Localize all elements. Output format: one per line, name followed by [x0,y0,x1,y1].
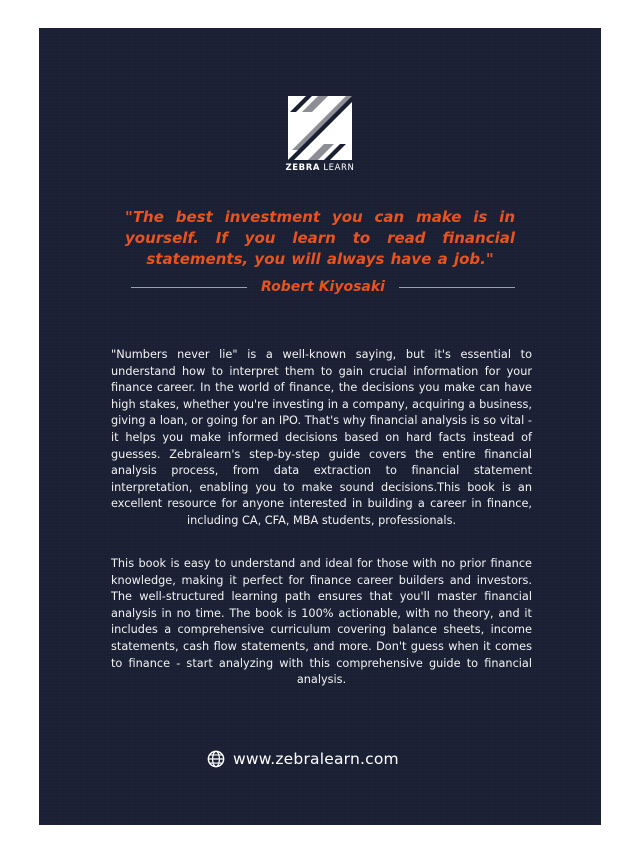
brand-name-bold: ZEBRA [285,163,321,173]
description-paragraph-1: "Numbers never lie" is a well-known saying, but it's essential to understand how to interpret them to gain crucial information for your finance career. In the world of finance, the decisions you make can have high stakes, whether you're investing in a company, acquiring a business, giving a loan, or going for an IPO. That's why financial analysis is so vital - it helps you make informed decisions based on hard facts instead of guesses. Zebralearn's step-by-step guide covers the entire financial analysis process, from data extraction to financial statement interpretation, enabling you to make sound decisions.This book is an excellent resource for anyone interested in building a career in finance, including CA, CFA, MBA students, professionals. [111,348,532,527]
globe-icon [207,750,225,768]
quote-text: "The best investment you can make is in yourself. If you learn to read financial statements, you will always have a job." [125,208,515,268]
website-link[interactable] [207,747,399,771]
quote-attribution [131,277,515,297]
divider-left [131,287,247,288]
divider-right [399,287,515,288]
quote-author: Robert Kiyosaki [261,279,385,295]
description-paragraph-2: This book is easy to understand and ideal for those with no prior finance knowledge, making it perfect for finance career builders and investors. The well-structured learning path ensures that you'll master financial analysis in no time. The book is 100% actionable, with no theory, and it includes a comprehensive curriculum covering balance sheets, income statements, cash flow statements, and more. Don't guess when it comes to finance - start analyzing with this comprehensive guide to financial analysis. [111,557,532,687]
brand-name [259,163,381,173]
zebra-logo-icon [288,96,352,160]
website-url: www.zebralearn.com [233,750,399,768]
brand-name-light: LEARN [320,163,355,173]
back-cover [39,28,601,825]
